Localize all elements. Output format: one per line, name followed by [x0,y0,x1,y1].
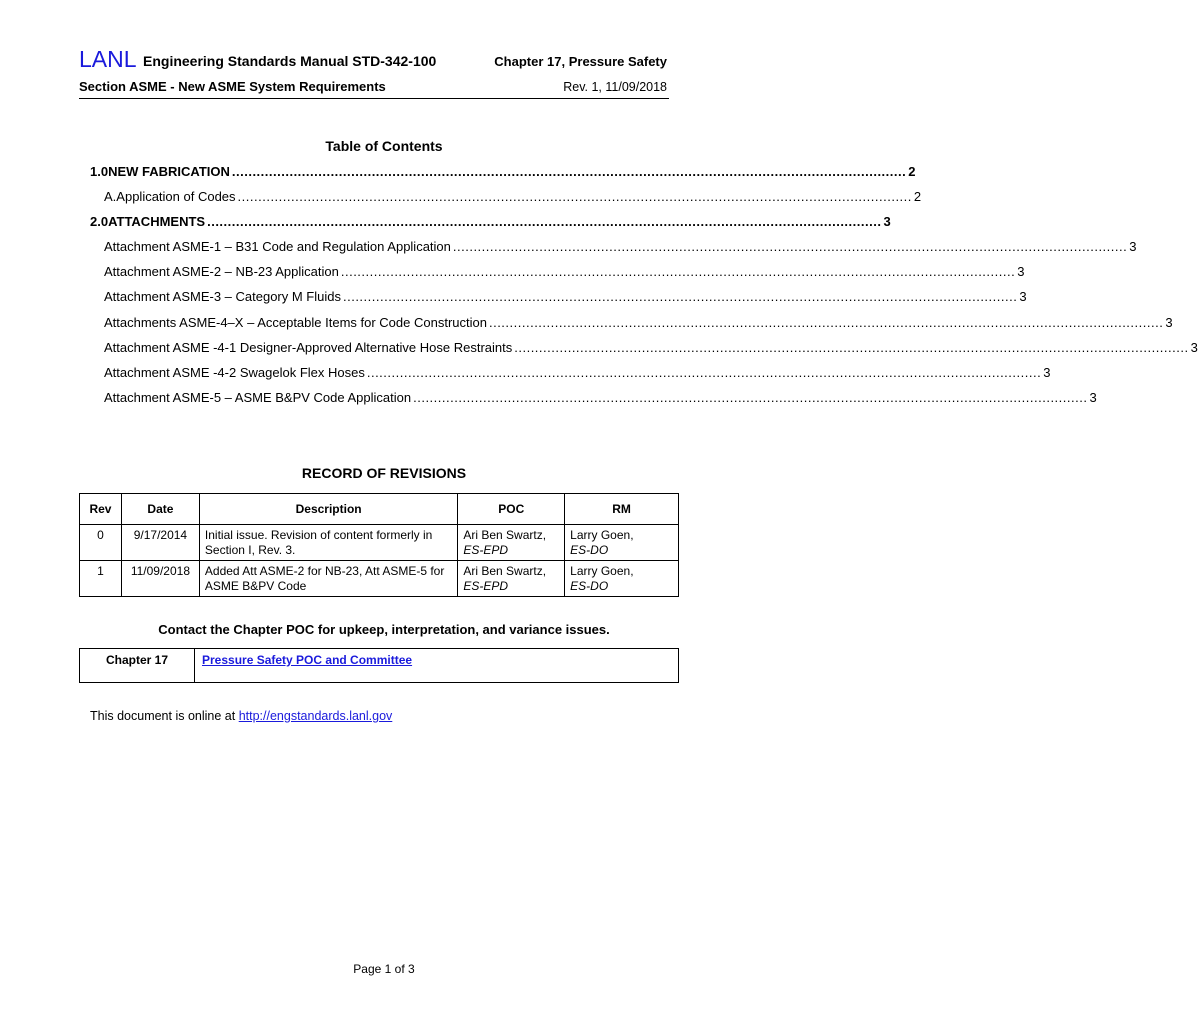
toc-entry[interactable] [90,214,891,229]
toc-label: Attachment ASME-1 – B31 Code and Regulation Application [104,239,451,254]
toc-number: 2.0 [90,214,109,229]
rev-cell: 1 [80,561,122,597]
toc-entry[interactable] [104,340,1198,355]
toc-entry[interactable] [104,189,922,204]
description-cell: Added Att ASME-2 for NB-23, Att ASME-5 for ASME B&PV Code [199,561,457,597]
rev-cell: 0 [80,525,122,561]
column-header: Description [199,494,457,525]
poc-name: Ari Ben Swartz, [463,564,547,578]
table-row [80,649,679,683]
toc-page: 2 [908,164,916,179]
page-number: Page 1 of 3 [353,962,415,976]
revisions-title: RECORD OF REVISIONS [301,465,467,481]
poc-committee-link[interactable]: Pressure Safety POC and Committee [202,653,413,667]
toc-label: Application of Codes [116,189,236,204]
column-header: POC [458,494,565,525]
rm-cell [565,525,679,561]
toc-leader: .................................................................................................................................................................... [452,239,1128,254]
chapter-title: Chapter 17, Pressure Safety [494,54,667,69]
manual-title: Engineering Standards Manual STD-342-100 [143,53,437,69]
toc-label: Attachment ASME-5 – ASME B&PV Code Application [104,390,412,405]
toc-entry[interactable] [104,239,1137,254]
column-header: Date [121,494,199,525]
document-header [79,46,669,72]
poc-link-cell [195,649,679,683]
toc-leader: .................................................................................................................................................................... [340,264,1016,279]
date-cell: 9/17/2014 [121,525,199,561]
toc-leader: .................................................................................................................................................................... [342,289,1018,304]
rm-name: Larry Goen, [570,564,634,578]
section-header [79,78,669,99]
toc-page: 3 [883,214,891,229]
toc-entry[interactable] [104,365,1051,380]
toc-leader: .................................................................................................................................................................... [366,365,1042,380]
toc-leader: .................................................................................................................................................................... [231,164,907,179]
toc-label: Attachment ASME -4-1 Designer-Approved Alternative Hose Restraints [104,340,513,355]
poc-org: ES-EPD [463,579,509,593]
rm-org: ES-DO [570,543,609,557]
toc-leader: .................................................................................................................................................................... [237,189,912,204]
toc-entry[interactable] [90,164,916,179]
toc-entry[interactable] [104,289,1027,304]
toc-page: 2 [913,189,922,204]
toc-page: 3 [1190,340,1198,355]
toc-leader: .................................................................................................................................................................... [413,390,1088,405]
toc-page: 3 [1089,390,1097,405]
chapter-label: Chapter 17 [80,649,195,683]
rm-name: Larry Goen, [570,528,634,542]
table-row [80,525,679,561]
toc-label: Attachments ASME-4–X – Acceptable Items for Code Construction [104,315,487,330]
toc-leader: .................................................................................................................................................................... [207,214,882,229]
toc-entry[interactable] [104,390,1097,405]
rm-org: ES-DO [570,579,609,593]
toc-entry[interactable] [104,264,1025,279]
poc-cell [458,525,565,561]
toc-page: 3 [1017,264,1025,279]
toc-entry[interactable] [104,315,1173,330]
poc-name: Ari Ben Swartz, [463,528,547,542]
revisions-table [79,493,679,597]
column-header: Rev [80,494,122,525]
toc-page: 3 [1043,365,1051,380]
lanl-logo: LANL [79,46,137,72]
date-cell: 11/09/2018 [121,561,199,597]
toc-title: Table of Contents [325,138,443,154]
section-title: Section ASME - New ASME System Requirements [79,79,386,94]
toc-label: Attachment ASME-2 – NB-23 Application [104,264,339,279]
description-cell: Initial issue. Revision of content formerly in Section I, Rev. 3. [199,525,457,561]
revision-label: Rev. 1, 11/09/2018 [563,80,667,94]
toc-leader: .................................................................................................................................................................... [514,340,1189,355]
table-row [80,561,679,597]
toc-leader: .................................................................................................................................................................... [488,315,1164,330]
poc-table [79,648,679,683]
toc-page: 3 [1129,239,1137,254]
table-header-row [80,494,679,525]
column-header: RM [565,494,679,525]
online-note [90,709,392,723]
engstandards-link[interactable]: http://engstandards.lanl.gov [238,709,393,723]
rm-cell [565,561,679,597]
poc-org: ES-EPD [463,543,509,557]
toc-number: A. [104,189,117,204]
poc-cell [458,561,565,597]
toc-label: Attachment ASME -4-2 Swagelok Flex Hoses [104,365,365,380]
toc-number: 1.0 [90,164,109,179]
toc-label: NEW FABRICATION [108,164,230,179]
online-prefix: This document is online at [90,709,239,723]
toc-label: Attachment ASME-3 – Category M Fluids [104,289,341,304]
toc-page: 3 [1019,289,1027,304]
contact-note: Contact the Chapter POC for upkeep, interpretation, and variance issues. [158,622,610,637]
toc-page: 3 [1165,315,1173,330]
toc-label: ATTACHMENTS [108,214,206,229]
